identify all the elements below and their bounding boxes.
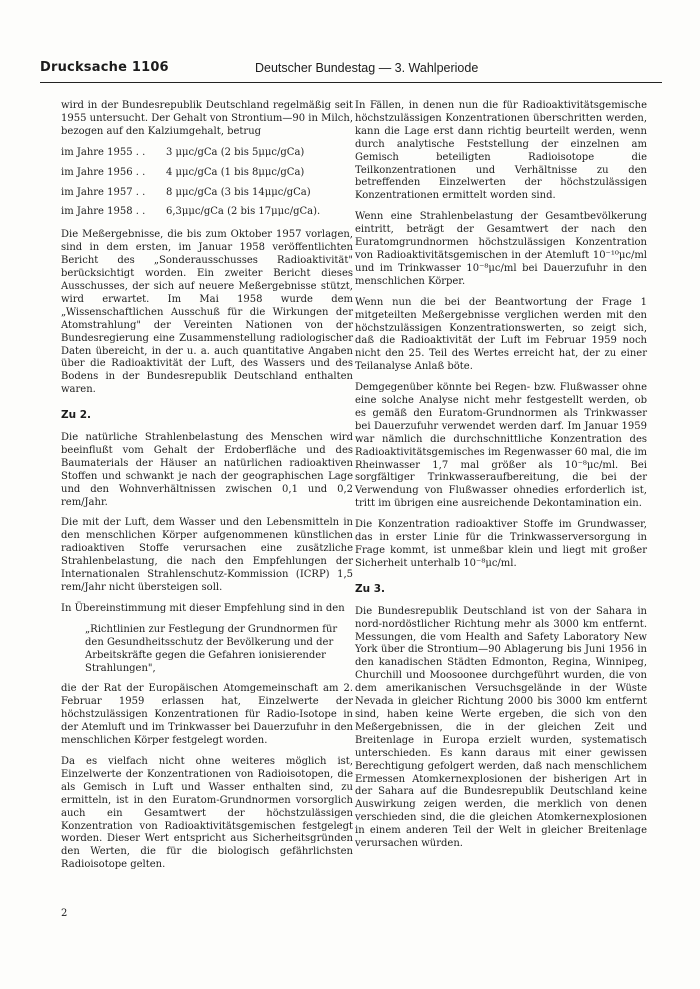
- results-paragraph: Die Meßergebnisse, die bis zum Oktober 1957 vorlagen, sind in dem ersten, im Januar 1958 veröffentlichten Bericht des „Sonderausschusses Radioaktivität" berücksichtigt worden. Ein zweiter Bericht dieses Ausschusses, der sich auf neuere Meßergebnisse stützt, wird erwartet. Im Mai 1958 wurde dem „Wissenschaftlichen Ausschuß für die Wirkungen der Atomstrahlung" der Vereinten Nationen von der Bundesregierung eine Zusammenstellung radiologischer Daten übereicht, in der u. a. auch quantitative Angaben über die Radioaktivität der Luft, des Wassers und des Bodens in der Bundesrepublik Deutschland enthalten waren.: [61, 229, 353, 396]
- guideline-quote: „Richtlinien zur Festlegung der Grundnormen für den Gesundheitsschutz der Bevölkerung und der Arbeitskräfte gegen die Gefahren ionisierender Strahlungen",: [85, 623, 338, 674]
- year-label: im Jahre 1957 . .: [61, 186, 146, 198]
- year-value: 4 μμc/gCa (1 bis 8μμc/gCa): [166, 166, 305, 178]
- page-number: 2: [61, 908, 68, 919]
- strontium-values-table: [61, 147, 353, 220]
- year-label: im Jahre 1958 . .: [61, 206, 146, 218]
- intro-paragraph: wird in der Bundesrepublik Deutschland regelmäßig seit 1955 untersucht. Der Gehalt von Strontium—90 in Milch, bezogen auf den Kalziumgehalt, betrug: [61, 100, 353, 137]
- section-heading-zu-2: Zu 2.: [61, 409, 92, 422]
- year-row: [61, 167, 353, 180]
- year-value: 3 μμc/gCa (2 bis 5μμc/gCa): [166, 146, 305, 158]
- council-paragraph: die der Rat der Europäischen Atomgemeinschaft am 2. Februar 1959 erlassen hat, Einzelwerte der höchstzulässigen Konzentrationen für Radio-Isotope in der Atemluft und im Trinkwasser bei Dauerzufuhr in den menschlichen Körper festgelegt worden.: [61, 683, 353, 747]
- right-column: [355, 100, 647, 859]
- year-label: im Jahre 1956 . .: [61, 166, 146, 178]
- year-row: [61, 147, 353, 160]
- year-value: 8 μμc/gCa (3 bis 14μμc/gCa): [166, 186, 311, 198]
- sahara-paragraph: Die Bundesrepublik Deutschland ist von der Sahara in nord-nordöstlicher Richtung mehr als 3000 km entfernt. Messungen, die vom Health and Safety Laboratory New York über die Strontium—90 Ablagerung bis Juni 1956 in den kanadischen Städten Edmonton, Regina, Winnipeg, Churchill und Moosoonee durchgeführt wurden, die von dem amerikanischen Versuchsgelände in der Wüste Nevada in gleicher Richtung 2000 bis 3000 km entfernt sind, haben keine Werte ergeben, die sich von den Meßergebnissen, die in der gleichen Zeit und Breitenlage in Europa erzielt wurden, systematisch unterschieden. Es kann daraus mit einer gewissen Berechtigung gefolgert werden, daß nach menschlichem Ermessen Atomkernexplosionen der bisherigen Art in der Sahara auf die Bundesrepublik Deutschland keine Auswirkung zeigen werden, die merklich von denen verschieden sind, die die gleichen Atomkernexplosionen in einem anderen Teil der Welt in gleicher Breitenlage verursachen würden.: [355, 605, 647, 850]
- isotope-paragraph: Da es vielfach nicht ohne weiteres möglich ist, Einzelwerte der Konzentrationen von Radioisotopen, die als Gemisch in Luft und Wasser enthalten sind, zu ermitteln, ist in den Euratom-Grundnormen vorsorglich auch ein Gesamtwert der höchstzulässigen Konzentration von Radioaktivitätsgemischen festgelegt worden. Dieser Wert entspricht aus Sicherheitsgründen den Werten, die für die biologisch gefährlichsten Radioisotope gelten.: [61, 755, 353, 871]
- year-row: [61, 206, 353, 219]
- parliament-title: Deutscher Bundestag — 3. Wahlperiode: [255, 61, 479, 75]
- year-row: [61, 187, 353, 200]
- year-label: im Jahre 1955 . .: [61, 146, 146, 158]
- agreement-paragraph: In Übereinstimmung mit dieser Empfehlung sind in den: [61, 602, 345, 614]
- groundwater-paragraph: Die Konzentration radioaktiver Stoffe im Grundwasser, das in erster Linie für die Trinkwasserversorgung in Frage kommt, ist unmeßbar klein und liegt mit großer Sicherheit unterhalb 10⁻⁸μc/ml.: [355, 519, 647, 569]
- page-header: [40, 60, 662, 83]
- natural-radiation-paragraph: Die natürliche Strahlenbelastung des Menschen wird beeinflußt vom Gehalt der Erdoberfläche und des Baumaterials der Häuser an natürlichen radioaktiven Stoffen und schwankt je nach der geographischen Lage und den Wohnverhältnissen zwischen 0,1 und 0,2 rem/Jahr.: [61, 432, 353, 508]
- exceed-cases-paragraph: In Fällen, in denen nun die für Radioaktivitätsgemische höchstzulässigen Konzentrationen überschritten werden, kann die Lage erst dann richtig beurteilt werden, wenn durch analytische Feststellung der einzelnen am Gemisch beteiligten Radioisotope die Teilkonzentrationen und Verhältnisse zu den betreffenden Einzelwerten der höchstzulässigen Konzentrationen ermittelt worden sind.: [355, 100, 647, 202]
- left-column: [61, 100, 353, 880]
- section-heading-zu-3: Zu 3.: [355, 582, 386, 595]
- comparison-paragraph: Wenn nun die bei der Beantwortung der Frage 1 mitgeteilten Meßergebnisse verglichen werden mit den höchstzulässigen Konzentrationswerten, so zeigt sich, daß die Radioaktivität der Luft im Februar 1959 noch nicht den 25. Teil des Wertes erreicht hat, der zu einer Teilanalyse Anlaß böte.: [355, 296, 647, 373]
- artificial-radiation-paragraph: Die mit der Luft, dem Wasser und den Lebensmitteln in den menschlichen Körper aufgenommenen künstlichen radioaktiven Stoffe verursachen eine zusätzliche Strahlenbelastung, die nach den Empfehlungen der Internationalen Strahlenschutz-Kommission (ICRP) 1,5 rem/Jahr nicht übersteigen soll.: [61, 517, 353, 593]
- year-value: 6,3μμc/gCa (2 bis 17μμc/gCa).: [166, 206, 321, 218]
- total-value-paragraph: Wenn eine Strahlenbelastung der Gesamtbevölkerung eintritt, beträgt der Gesamtwert der nach den Euratomgrundnormen höchstzulässigen Konzentration von Radioaktivitätsgemischen in der Atemluft 10⁻¹⁰μc/ml und im Trinkwasser 10⁻⁸μc/ml bei Dauerzufuhr in den menschlichen Körper.: [355, 211, 647, 287]
- rainwater-paragraph: Demgegenüber könnte bei Regen- bzw. Flußwasser ohne eine solche Analyse nicht mehr festgestellt werden, ob es gemäß den Euratom-Grundnormen als Trinkwasser bei Dauerzufuhr verwendet werden darf. Im Januar 1959 war nämlich die durchschnittliche Konzentration des Radioaktivitätsgemisches im Regenwasser 60 mal, die im Rheinwasser 1,7 mal größer als 10⁻⁸μc/ml. Bei sorgfältiger Trinkwasseraufbereitung, die bei der Verwendung von Flußwasser ohnedies erforderlich ist, tritt im übrigen eine ausreichende Dekontamination ein.: [355, 382, 647, 510]
- document-number: Drucksache 1106: [40, 60, 169, 75]
